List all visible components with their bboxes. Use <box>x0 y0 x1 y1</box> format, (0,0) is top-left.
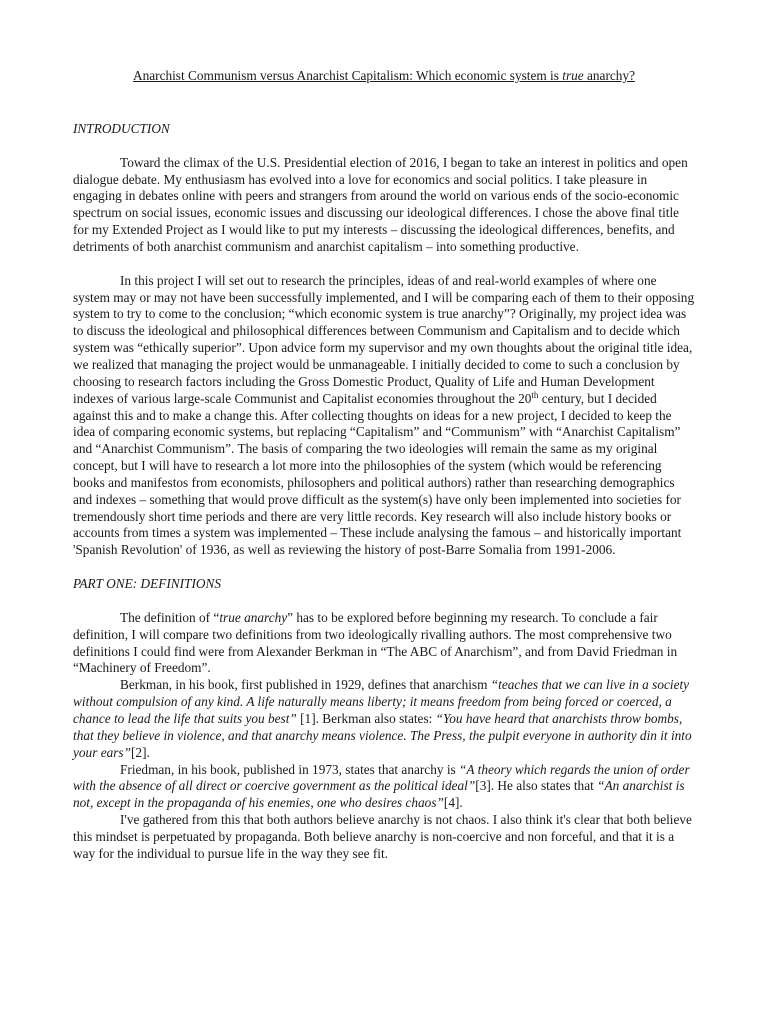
friedman-citation-2: [4]. <box>443 795 463 811</box>
berkman-quote-2: “You have heard that anarchists throw bombs, that they believe in violence, and that anarchy means violence. The Press, the pulpit everyone in authority din it into your ears” <box>73 711 692 760</box>
paragraph-text-continued: century, but I decided against this and to make a change this. After collecting thoughts on ideas for a new project, I decided to keep the idea of comparing economic systems, but replacing “Capitalism” and “Communism” with “Anarchist Capitalism” and “Anarchist Communism”. The basis of comparing the two ideologies will remain the same as my original concept, but I will have to research a lot more into the philosophies of the system (which would be referencing books and manifestos from economists, philosophers and political authors) rather than researching demographics and indexes – something that would prove difficult as the system(s) have only been implemented into societies for tremendously short time periods and there are very little records. Key research will also include history books or accounts from times a system was implemented – These include analysing the famous – and historically important 'Spanish Revolution' of 1936, as well as reviewing the history of post-Barre Somalia from 1991-2006. <box>73 390 682 558</box>
berkman-citation-text: [1]. Berkman also states: <box>296 711 436 726</box>
title-text-end: anarchy? <box>583 68 635 83</box>
definitions-text: The definition of “ <box>120 609 220 625</box>
part-one-heading: PART ONE: DEFINITIONS <box>73 576 221 592</box>
title-text: Anarchist Communism versus Anarchist Capitalism: Which economic system is <box>132 68 563 83</box>
introduction-paragraph-1: Toward the climax of the U.S. Presidential election of 2016, I began to take an interest in politics and open dialogue debate. My enthusiasm has evolved into a love for economics and social politics. I take pleasure in engaging in debates online with peers and strangers from around the world on various ends of the socio-economic spectrum on social issues, economic issues and discussing our ideological differences. I chose the above final title for my Extended Project as I would like to put my interests – discussing the ideological differences, benefits, and detriments of both anarchist communism and anarchist capitalism – into something productive. <box>73 154 688 254</box>
title-emphasis: true <box>562 68 584 83</box>
friedman-paragraph <box>73 762 695 813</box>
berkman-intro-text: Berkman, in his book, first published in 1929, defines that anarchism <box>120 677 491 693</box>
document-page <box>73 68 695 863</box>
ordinal-superscript: th <box>531 389 539 400</box>
definitions-text-end: ” has to be explored before beginning my research. To conclude a fair definition, I will compare two definitions from two ideologically rivalling authors. The most comprehensive two definitions I could find were from Alexander Berkman in “The ABC of Anarchism”, and from David Friedman in “Machinery of Freedom”. <box>73 609 678 676</box>
friedman-quote-2: “An anarchist is not, except in the propaganda of his enemies, one who desires chaos” <box>73 778 685 811</box>
conclusion-paragraph: I've gathered from this that both authors believe anarchy is not chaos. I also think it's clear that both believe this mindset is perpetuated by propaganda. Both believe anarchy is non-coercive and non forceful, and that it is a way for the individual to pursue life in the way they see fit. <box>73 812 692 861</box>
friedman-quote-1: “A theory which regards the union of order with the absence of all direct or coercive government as the political ideal” <box>73 761 690 794</box>
friedman-citation-text: [3]. He also states that <box>475 778 598 794</box>
paragraph-text: In this project I will set out to research the principles, ideas of and real-world examples of where one system may or may not have been successfully implemented, and I will be comparing each of them to their opposing system to try to come to the conclusion; “which economic system is true anarchy”? Originally, my project idea was to discuss the ideological and philosophical differences between Communism and Capitalism and to decide which system was “ethically superior”. Upon advice form my supervisor and my own thoughts about the original title idea, we realized that managing the project would be unmanageable. I initially decided to come to such a conclusion by choosing to research factors including the Gross Domestic Product, Quality of Life and Human Development indexes of various large-scale Communist and Capitalist economies throughout the 20 <box>73 272 695 406</box>
berkman-paragraph <box>73 677 695 761</box>
definitions-paragraph <box>73 610 695 677</box>
introduction-paragraph-2 <box>73 273 695 559</box>
friedman-intro-text: Friedman, in his book, published in 1973, states that anarchy is <box>120 761 460 777</box>
document-title <box>73 68 695 85</box>
berkman-citation-2: [2]. <box>131 744 150 760</box>
introduction-heading: INTRODUCTION <box>73 120 170 136</box>
berkman-quote-1: “teaches that we can live in a society without compulsion of any kind. A life naturally means liberty; it means freedom from being forced or coerced, a chance to lead the life that suits you best” <box>73 677 690 726</box>
true-anarchy-emphasis: true anarchy <box>219 609 288 625</box>
